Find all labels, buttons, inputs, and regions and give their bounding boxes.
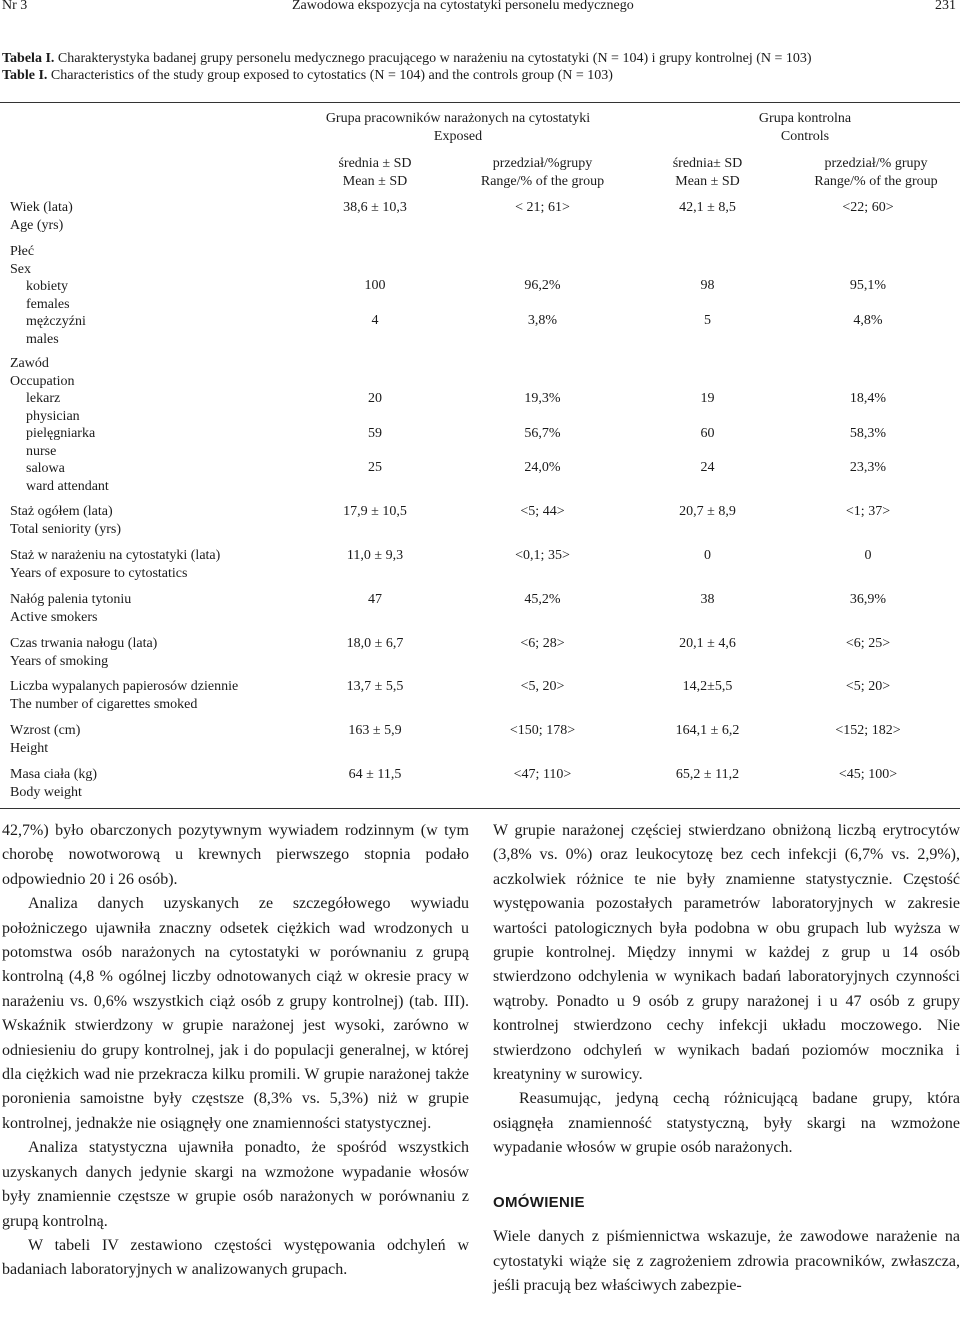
row-label-pl: Liczba wypalanych papierosów dziennie: [10, 679, 239, 694]
subheader-control-mean: [630, 155, 785, 191]
header-group-exposed-pl: Grupa pracowników narażonych na cytostatyki: [325, 111, 591, 126]
paragraph: W grupie narażonej częściej stwierdzano obniżoną liczbą erytrocytów (3,8% vs. 0%) oraz leukocytozę bez cech infekcji (6,7% vs. 2,9%), aczkolwiek różnice te nie były znamienne statystycznie. Częstość występowania pozostałych parametrów laboratoryjnych w zakresie wartości patologicznych była podobna w obu grupach lub wyższa w grupie kontrolnej. Między innymi w każdej z grup u 14 osób stwierdzono odchylenia w wynikach badań laboratoryjnych czynności wątroby. Ponadto u 9 osób z grupy narażonej i u 47 osób z grupy kontrolnej stwierdzono cechy infekcji układu moczowego. Nie stwierdzono odchyleń w wynikach badań poziomów mocznika i kreatyniny w surowicy.: [493, 822, 960, 1084]
section-heading: OMÓWIENIE: [493, 1193, 585, 1211]
subheader-pl: przedział/% grupy: [824, 156, 928, 171]
table-cell: <6; 25>: [845, 636, 891, 651]
table-cell: 36,9%: [849, 592, 887, 607]
table-bottom-rule: [0, 808, 960, 809]
issue-number: Nr 3: [2, 0, 28, 13]
table-cell: 18,4%: [849, 391, 887, 406]
row-label-pl: Płeć: [10, 244, 35, 259]
body-column-left: [2, 819, 469, 1283]
table-cell: <1; 37>: [845, 504, 891, 519]
table-cell: 100: [364, 278, 386, 293]
header-group-exposed: [300, 110, 616, 146]
table-cell: 17,9 ± 10,5: [343, 504, 407, 519]
table-cell: 14,2±5,5: [682, 679, 733, 694]
table-cell: <0,1; 35>: [515, 548, 570, 563]
table-cell: 5: [704, 313, 711, 328]
table-cell: 0: [864, 548, 872, 563]
row-label-females-pl: kobiety: [26, 279, 68, 294]
caption-pl-text: Charakterystyka badanej grupy personelu medycznego pracującego w narażeniu na cytostatyki (N = 104) i grupy kontrolnej (N = 103): [54, 51, 812, 66]
table-cell: 0: [704, 548, 711, 563]
row-label-height: [10, 722, 80, 757]
table-cell: 19: [700, 391, 715, 406]
row-label-exposure: [10, 547, 220, 582]
row-label-nurse-pl: pielęgniarka: [26, 426, 96, 441]
table-cell: 38: [700, 592, 715, 607]
table-cell: 95,1%: [849, 278, 887, 293]
row-label-en: Years of smoking: [10, 653, 109, 669]
page-number: 231: [935, 0, 956, 13]
table-cell: 58,3%: [849, 426, 887, 441]
row-label-en: Active smokers: [10, 609, 98, 625]
table-cell: 42,1 ± 8,5: [679, 200, 736, 215]
row-label-pl: Nałóg palenia tytoniu: [10, 592, 132, 607]
row-label-en: Total seniority (yrs): [10, 521, 121, 537]
subheader-pl: średnia± SD: [672, 156, 743, 171]
row-label-males-en: males: [26, 331, 59, 347]
row-label-occupation: [10, 355, 109, 495]
subheader-pl: średnia ± SD: [338, 156, 412, 171]
row-label-seniority: [10, 503, 121, 538]
paragraph: W tabeli IV zestawiono częstości występowania odchyleń w badaniach laboratoryjnych w analizowanych grupach.: [2, 1236, 469, 1279]
table-cell: 3,8%: [527, 313, 558, 328]
row-label-physician-pl: lekarz: [26, 391, 61, 406]
subheader-en: Mean ± SD: [675, 174, 740, 189]
table-cell: 38,6 ± 10,3: [343, 200, 407, 215]
subheader-control-range: [795, 155, 957, 191]
table-cell: <5, 20>: [520, 679, 565, 694]
table-cell: 56,7%: [524, 426, 561, 441]
caption-en-label: Table I.: [2, 68, 48, 83]
table-cell: <45; 100>: [838, 767, 898, 782]
row-label-weight: [10, 766, 97, 801]
table-cell: 19,3%: [524, 391, 561, 406]
row-label-cigarettes: [10, 678, 238, 713]
table-cell: 60: [700, 426, 715, 441]
header-group-control: [680, 110, 930, 146]
row-label-en: Age (yrs): [10, 217, 64, 233]
row-label-pl: Staż w narażeniu na cytostatyki (lata): [10, 548, 221, 563]
table-cell: 64 ± 11,5: [348, 767, 402, 782]
table-cell: 47: [368, 592, 382, 607]
table-cell: 20,1 ± 4,6: [679, 636, 736, 651]
row-label-smokers: [10, 591, 131, 626]
caption-pl-label: Tabela I.: [2, 51, 55, 66]
subheader-en: Mean ± SD: [342, 174, 408, 189]
table-cell: 65,2 ± 11,2: [675, 767, 740, 782]
row-label-pl: Staż ogółem (lata): [10, 504, 113, 519]
row-label-pl: Czas trwania nałogu (lata): [10, 636, 158, 651]
subheader-en: Range/% of the group: [480, 174, 605, 189]
header-group-exposed-en: Exposed: [433, 129, 483, 144]
row-label-ward-pl: salowa: [26, 461, 65, 476]
row-label-pl: Wzrost (cm): [10, 723, 81, 738]
table-cell: 20,7 ± 8,9: [679, 504, 736, 519]
table-cell: 96,2%: [524, 278, 561, 293]
subheader-en: Range/% of the group: [814, 174, 938, 189]
paragraph: Wiele danych z piśmiennictwa wskazuje, że zawodowe narażenie na cytostatyki wiąże się z zagrożeniem zdrowia pracowników, zwłaszcza, jeśli pracują bez właściwych zabezpie-: [493, 1228, 960, 1294]
subheader-pl: przedział/%grupy: [492, 156, 593, 171]
subheader-exposed-range: [460, 155, 625, 191]
table-cell: 4: [371, 313, 379, 328]
table-cell: <5; 20>: [845, 679, 891, 694]
body-column-right: [493, 819, 960, 1298]
header-group-control-pl: Grupa kontrolna: [758, 111, 852, 126]
row-label-pl: Zawód: [10, 356, 49, 371]
table-cell: 164,1 ± 6,2: [675, 723, 740, 738]
row-label-males-pl: mężczyźni: [26, 314, 86, 329]
table-cell: <150; 178>: [509, 723, 576, 738]
paragraph: Analiza danych uzyskanych ze szczegółowego wywiadu położniczego ujawniła znaczny odsetek ciężkich wad wrodzonych u potomstwa osób narażonych na cytostatyki w porównaniu z grupą kontrolną (4,8 % ogólnej liczby odnotowanych ciąż w okresie pracy w narażeniu vs. 0,6% wszystkich ciąż osób z grupy kontrolnej) (tab. III). Wskaźnik stwierdzony w grupie narażonej jest wysoki, zarówno w odniesieniu do grupy kontrolnej, jak i do populacji generalnej, w której dla ciężkich wad nie przekracza kilku promili. W grupie narażonej także poronienia samoistne były częstsze (8,3% vs. 5,3%) niż w grupie kontrolnej, jednakże nie osiągnęły one znamienności statystycznej.: [2, 895, 469, 1132]
table-cell: 45,2%: [524, 592, 561, 607]
row-label-en: Sex: [10, 261, 31, 277]
row-label-sex: [10, 243, 86, 348]
table-cell: < 21; 61>: [515, 200, 570, 215]
row-label-en: Years of exposure to cytostatics: [10, 565, 188, 581]
table-cell: <22; 60>: [842, 200, 894, 215]
row-label-en: The number of cigarettes smoked: [10, 696, 198, 712]
paragraph: Analiza statystyczna ujawniła ponadto, że spośród wszystkich uzyskanych danych jedynie skargi na wzmożone wypadanie włosów były znamiennie częstsze w grupie osób narażonych w porównaniu z grupą kontrolną.: [2, 1139, 469, 1230]
row-label-physician-en: physician: [26, 408, 80, 424]
row-label-ward-en: ward attendant: [26, 478, 109, 494]
table-cell: 20: [368, 391, 382, 406]
table-cell: 25: [368, 460, 382, 475]
table-cell: 23,3%: [849, 460, 887, 475]
caption-en-text: Characteristics of the study group exposed to cytostatics (N = 104) and the controls group (N = 103): [47, 68, 613, 83]
table-cell: 13,7 ± 5,5: [346, 679, 404, 694]
row-label-age: [10, 199, 73, 234]
table-top-rule: [0, 102, 960, 103]
row-label-en: Body weight: [10, 784, 82, 800]
table-cell: 98: [700, 278, 715, 293]
header-group-control-en: Controls: [780, 129, 830, 144]
table-cell: <5; 44>: [520, 504, 565, 519]
caption-en: [2, 67, 613, 84]
table-cell: <6; 28>: [520, 636, 565, 651]
table-cell: <152; 182>: [835, 723, 901, 738]
running-title: Zawodowa ekspozycja na cytostatyki personelu medycznego: [292, 0, 634, 13]
caption-pl: [2, 50, 812, 67]
subheader-exposed-mean: [300, 155, 450, 191]
table-cell: 24: [700, 460, 715, 475]
row-label-nurse-en: nurse: [26, 443, 57, 459]
paragraph: 42,7%) było obarczonych pozytywnym wywiadem rodzinnym (w tym chorobę nowotworową u krewnych pierwszego stopnia podało odpowiednio 20 i 26 osób).: [2, 822, 469, 888]
table-cell: 18,0 ± 6,7: [346, 636, 404, 651]
table-cell: 4,8%: [853, 313, 883, 328]
table-cell: 11,0 ± 9,3: [346, 548, 404, 563]
table-cell: 163 ± 5,9: [348, 723, 402, 738]
row-label-en: Height: [10, 740, 49, 756]
table-cell: <47; 110>: [513, 767, 572, 782]
row-label-pl: Wiek (lata): [10, 200, 73, 215]
table-cell: 24,0%: [524, 460, 561, 475]
row-label-en: Occupation: [10, 373, 75, 389]
row-label-pl: Masa ciała (kg): [10, 767, 98, 782]
row-label-females-en: females: [26, 296, 70, 312]
table-cell: 59: [368, 426, 382, 441]
paragraph: Reasumując, jedyną cechą różnicującą badane grupy, która osiągnęła znamienność statystyczną, były skargi na wzmożone wypadanie włosów w grupie osób narażonych.: [493, 1090, 960, 1157]
row-label-smoking-years: [10, 635, 157, 670]
